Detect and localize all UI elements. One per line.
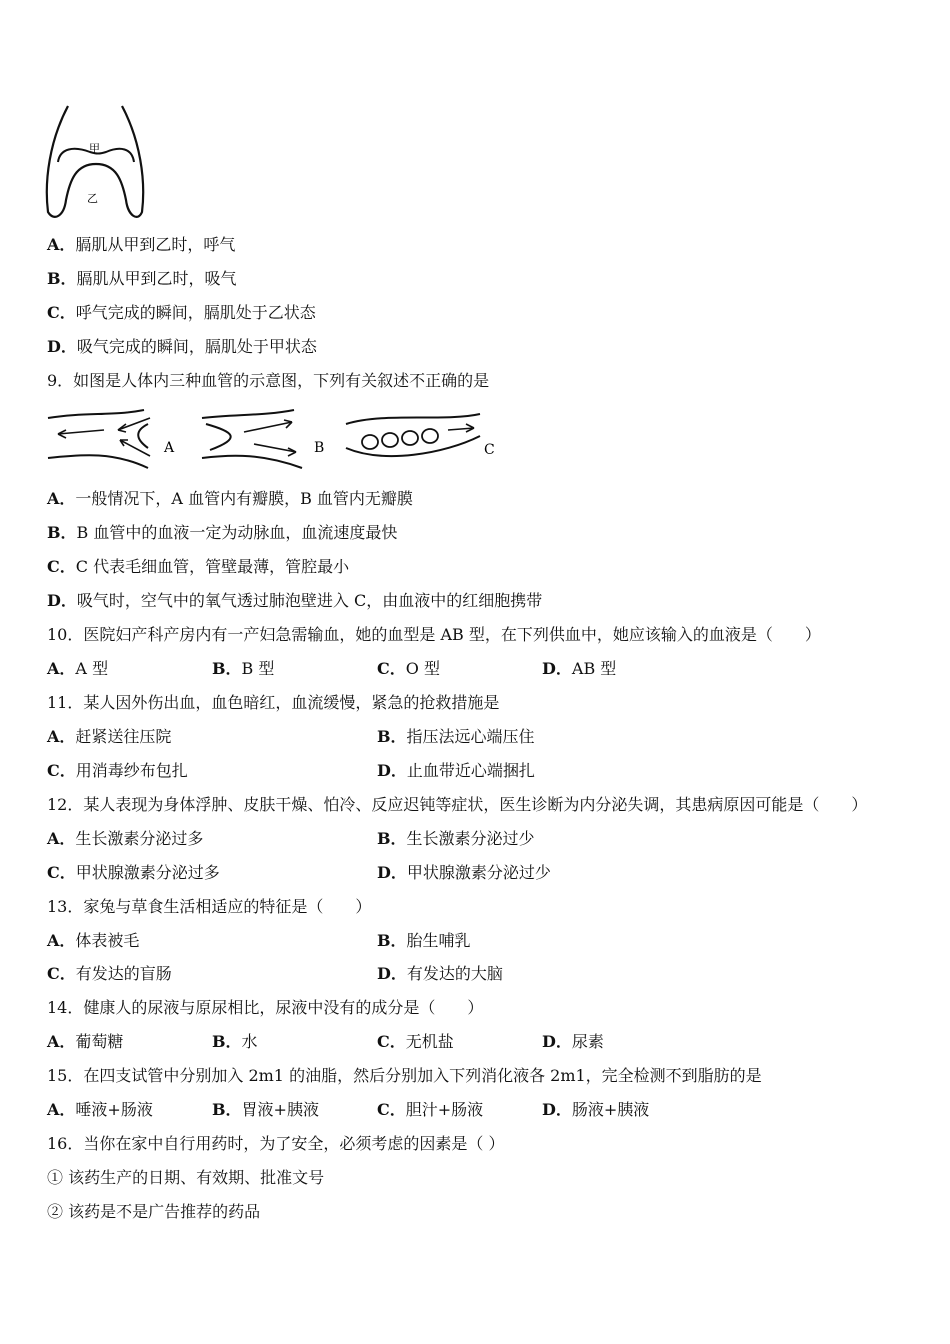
label-jia: 甲 xyxy=(89,142,100,155)
q16-item-2: ② 该药是不是广告推荐的药品 xyxy=(47,1202,261,1221)
q9-stem: 9．如图是人体内三种血管的示意图，下列有关叙述不正确的是 xyxy=(47,371,490,390)
q12-option-a: A．生长激素分泌过多 xyxy=(47,829,204,848)
q8-option-c: C．呼气完成的瞬间，膈肌处于乙状态 xyxy=(47,303,316,322)
diaphragm-figure xyxy=(40,100,150,222)
q14-stem: 14．健康人的尿液与原尿相比，尿液中没有的成分是（ ） xyxy=(47,998,484,1017)
q12-option-c: C．甲状腺激素分泌过多 xyxy=(47,863,220,882)
q16-stem: 16．当你在家中自行用药时，为了安全，必须考虑的因素是（ ） xyxy=(47,1134,505,1153)
q10-option-b: B．B 型 xyxy=(212,659,275,678)
q14-option-b: B．水 xyxy=(212,1032,258,1051)
q13-option-d: D．有发达的大脑 xyxy=(377,964,503,983)
q10-stem: 10．医院妇产科产房内有一产妇急需输血，她的血型是 AB 型，在下列供血中，她应该输入的血液是（ ） xyxy=(47,625,821,644)
q14-option-d: D．尿素 xyxy=(542,1032,604,1051)
blood-vessels-figure xyxy=(44,404,504,472)
q13-option-c: C．有发达的盲肠 xyxy=(47,964,172,983)
q11-stem: 11．某人因外伤出血，血色暗红，血流缓慢，紧急的抢救措施是 xyxy=(47,693,500,712)
q9-option-d: D．吸气时，空气中的氧气透过肺泡壁进入 C，由血液中的红细胞携带 xyxy=(47,591,543,610)
q11-option-c: C．用消毒纱布包扎 xyxy=(47,761,188,780)
q15-option-a: A．唾液+肠液 xyxy=(47,1100,153,1119)
q13-stem: 13．家兔与草食生活相适应的特征是（ ） xyxy=(47,897,372,916)
q12-option-d: D．甲状腺激素分泌过少 xyxy=(377,863,551,882)
q11-option-b: B．指压法远心端压住 xyxy=(377,727,535,746)
q15-option-c: C．胆汁+肠液 xyxy=(377,1100,484,1119)
vessel-label-a: A xyxy=(164,440,175,456)
q11-option-a: A．赶紧送往压院 xyxy=(47,727,172,746)
q12-stem: 12．某人表现为身体浮肿、皮肤干燥、怕冷、反应迟钝等症状，医生诊断为内分泌失调，其患病原因可能是（ ） xyxy=(47,795,868,814)
q8-option-d: D．吸气完成的瞬间，膈肌处于甲状态 xyxy=(47,337,317,356)
q15-option-d: D．肠液+胰液 xyxy=(542,1100,650,1119)
q15-option-b: B．胃液+胰液 xyxy=(212,1100,319,1119)
q14-option-c: C．无机盐 xyxy=(377,1032,454,1051)
q9-option-b: B．B 血管中的血液一定为动脉血，血流速度最快 xyxy=(47,523,398,542)
q10-option-d: D．AB 型 xyxy=(542,659,617,678)
vessel-label-b: B xyxy=(314,440,325,456)
vessel-label-c: C xyxy=(484,442,495,458)
q8-option-a: A．膈肌从甲到乙时，呼气 xyxy=(47,235,236,254)
q15-stem: 15．在四支试管中分别加入 2m1 的油脂，然后分别加入下列消化液各 2m1，完全检测不到脂肪的是 xyxy=(47,1066,762,1085)
q9-option-a: A．一般情况下，A 血管内有瓣膜，B 血管内无瓣膜 xyxy=(47,489,413,508)
q8-option-b: B．膈肌从甲到乙时，吸气 xyxy=(47,269,237,288)
q10-option-c: C．O 型 xyxy=(377,659,440,678)
q12-option-b: B．生长激素分泌过少 xyxy=(377,829,535,848)
q13-option-b: B．胎生哺乳 xyxy=(377,931,471,950)
q11-option-d: D．止血带近心端捆扎 xyxy=(377,761,535,780)
label-yi: 乙 xyxy=(87,192,98,205)
q13-option-a: A．体表被毛 xyxy=(47,931,140,950)
q9-option-c: C．C 代表毛细血管，管壁最薄，管腔最小 xyxy=(47,557,350,576)
q16-item-1: ① 该药生产的日期、有效期、批准文号 xyxy=(47,1168,325,1187)
q14-option-a: A．葡萄糖 xyxy=(47,1032,124,1051)
q10-option-a: A．A 型 xyxy=(47,659,109,678)
